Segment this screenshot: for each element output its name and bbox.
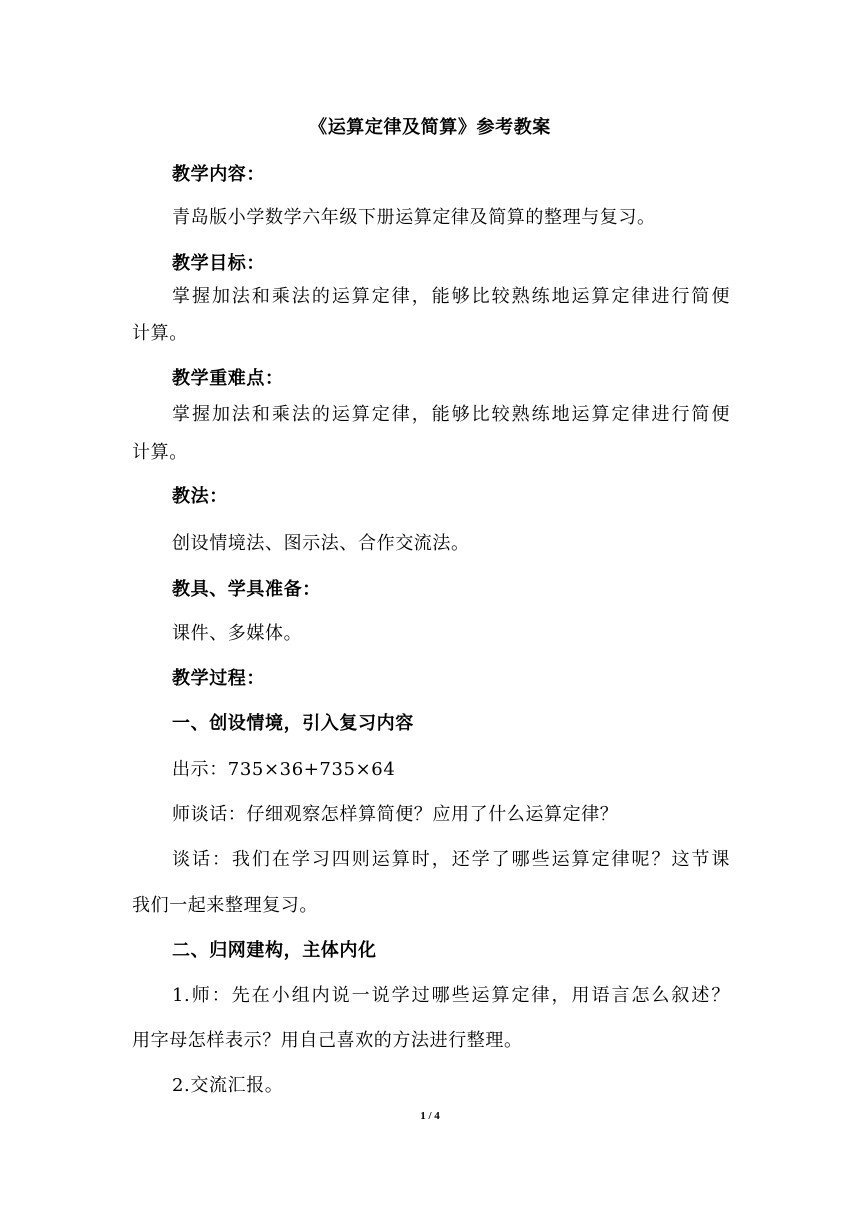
part1-talk-line1: 谈话：我们在学习四则运算时，还学了哪些运算定律呢？这节课 [172, 849, 730, 870]
goal-text-line2: 计算。 [132, 323, 188, 344]
process-heading: 教学过程： [172, 668, 265, 689]
page-number: 1 / 4 [420, 1110, 440, 1122]
tools-text: 课件、多媒体。 [172, 623, 303, 644]
goal-text-line1: 掌握加法和乘法的运算定律，能够比较熟练地运算定律进行简便 [172, 286, 730, 307]
part2-item1-line2: 用字母怎样表示？用自己喜欢的方法进行整理。 [132, 1030, 523, 1051]
part2-item1-line1: 1.师：先在小组内说一说学过哪些运算定律，用语言怎么叙述？ [172, 985, 730, 1006]
part2-item2: 2.交流汇报。 [172, 1075, 284, 1096]
key-points-text-line2: 计算。 [132, 442, 188, 463]
key-points-heading: 教学重难点： [172, 368, 284, 389]
content-text: 青岛版小学数学六年级下册运算定律及简算的整理与复习。 [172, 207, 656, 228]
key-points-text-line1: 掌握加法和乘法的运算定律，能够比较熟练地运算定律进行简便 [172, 404, 730, 425]
document-title: 《运算定律及简算》参考教案 [309, 117, 551, 138]
content-heading: 教学内容： [172, 164, 265, 185]
goal-heading: 教学目标： [172, 253, 265, 274]
tools-heading: 教具、学具准备： [172, 579, 321, 600]
part2-heading: 二、归网建构，主体内化 [172, 940, 377, 961]
part1-talk-line2: 我们一起来整理复习。 [132, 895, 318, 916]
method-text: 创设情境法、图示法、合作交流法。 [172, 533, 470, 554]
part1-teacher-talk: 师谈话：仔细观察怎样算简便？应用了什么运算定律？ [172, 804, 619, 825]
part1-show: 出示：735×36+735×64 [172, 759, 396, 780]
method-heading: 教法： [172, 486, 228, 507]
part1-heading: 一、创设情境，引入复习内容 [172, 713, 414, 734]
